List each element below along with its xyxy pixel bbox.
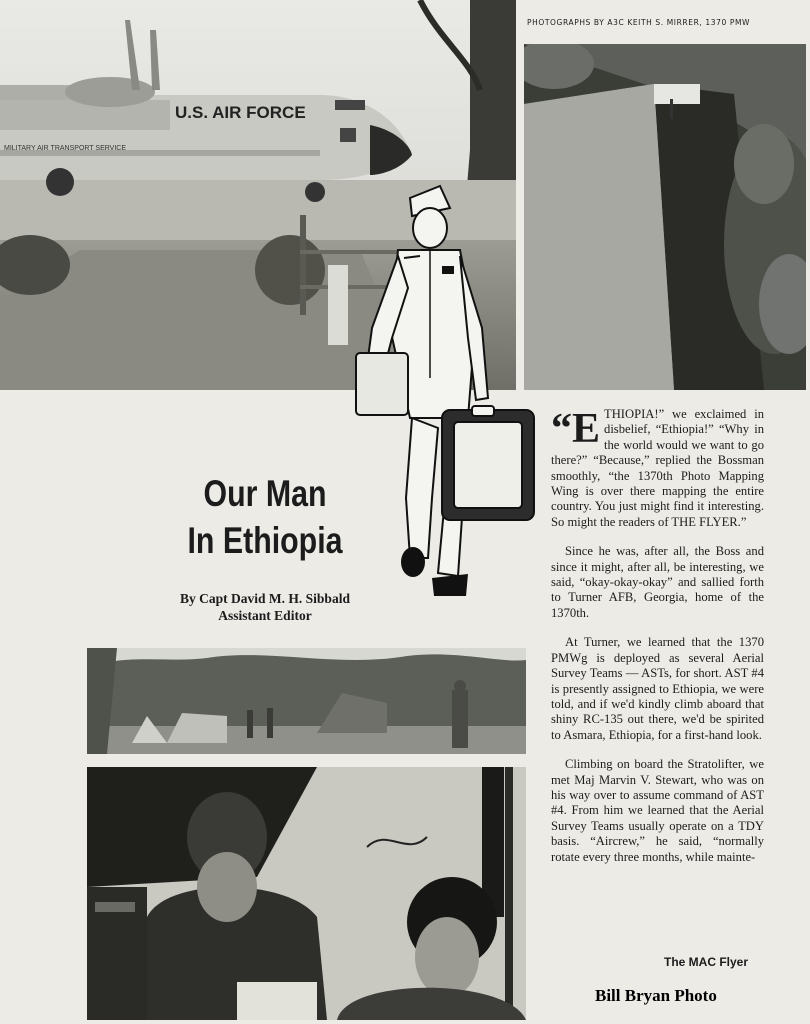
drop-cap: “E: [551, 406, 601, 452]
article-body: [551, 407, 764, 879]
article-paragraph: Climbing on board the Stratolifter, we met Maj Marvin V. Stewart, who was on his way over to assume command of AST #4. From him we learned that the Aerial Survey Teams usually operate on a TDY basis. “Aircrew,” he said, “normally rotate every three months, while mainte-: [551, 757, 764, 864]
crew-photo: [87, 767, 526, 1020]
fuselage-side-lettering: MILITARY AIR TRANSPORT SERVICE: [4, 145, 127, 152]
byline-role: Assistant Editor: [218, 608, 312, 623]
tent-photo: [524, 44, 806, 390]
magazine-footer: The MAC Flyer: [664, 955, 749, 969]
article-paragraph: At Turner, we learned that the 1370 PMWg is deployed as several Aerial Survey Teams — ASTs, for short. AST #4 is presently assigned to Ethiopia, we were told, and if we'd kindly climb aboard that shiny RC-135 out there, we'd be spirited to Asmara, Ethiopia, for a first-hand look.: [551, 635, 764, 742]
article-byline: [150, 590, 380, 624]
article-title-line1: Our Man: [203, 473, 327, 514]
article-title: [171, 470, 360, 564]
photo-credit-header: PHOTOGRAPHS BY A3C KEITH S. MIRRER, 1370 PMW: [527, 18, 751, 27]
airman-illustration: [350, 178, 540, 618]
byline-author: By Capt David M. H. Sibbald: [180, 591, 350, 606]
photo-credit-footer: Bill Bryan Photo: [595, 986, 717, 1005]
camp-photo: [87, 648, 526, 754]
article-paragraph: “E THIOPIA!” we exclaimed in disbelief, “Ethiopia!” “Why in the world would we want to go there?” “Because,” replied the Bossman smoothly, “the 1370th Photo Mapping Wing is over there mapping the entire country. You just might find it interesting. So might the readers of THE FLYER.”: [551, 406, 764, 529]
fuselage-lettering: U.S. AIR FORCE: [175, 103, 306, 122]
article-paragraph: Since he was, after all, the Boss and since it might, after all, be interesting, we said, “okay-okay-okay” and sallied forth to Turner AFB, Georgia, home of the 1370th.: [551, 544, 764, 620]
article-title-line2: In Ethiopia: [187, 520, 343, 561]
